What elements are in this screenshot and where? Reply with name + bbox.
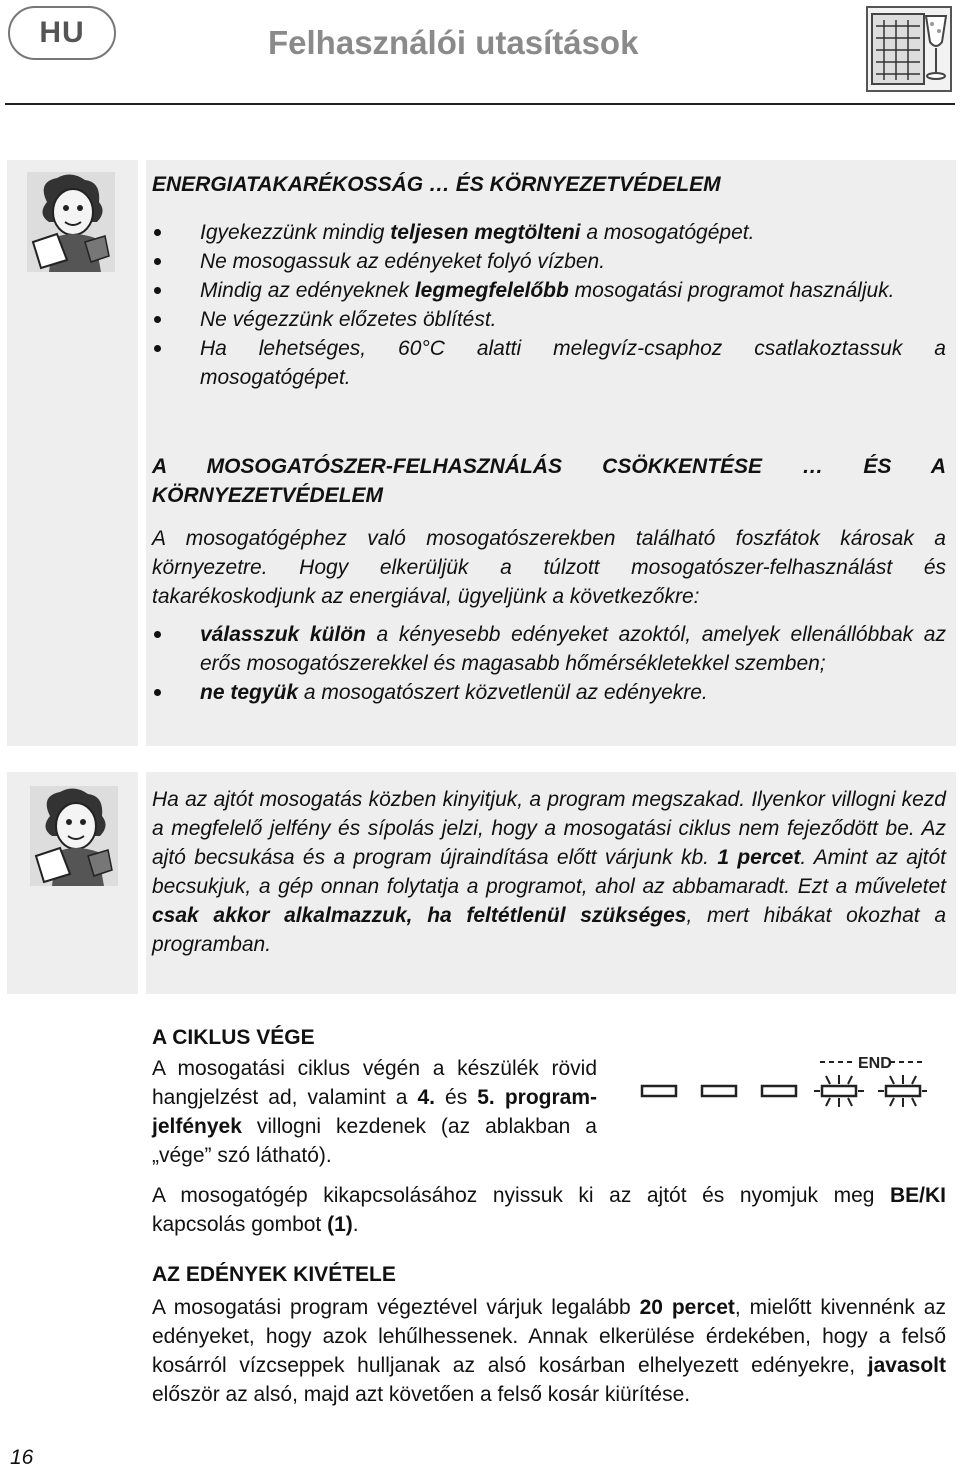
language-badge-label: HU — [39, 16, 85, 49]
mascot-illustration — [30, 786, 118, 886]
program-light-4-blinking — [814, 1075, 864, 1107]
list-item: Ha lehetséges, 60°C alatti melegvíz-csaphoz csatlakoztassuk a mosogatógépet. — [152, 334, 946, 392]
program-light-3 — [762, 1086, 796, 1096]
detergent-tips-list — [152, 620, 946, 707]
section-detergent-title: A MOSOGATÓSZER-FELHASZNÁLÁS CSÖKKENTÉSE … ÉS A KÖRNYEZETVÉDELEM — [152, 455, 946, 507]
list-item: Ne végezzünk előzetes öblítést. — [152, 305, 946, 334]
header-divider — [5, 103, 955, 105]
mascot-illustration — [27, 172, 115, 272]
unload-paragraph: A mosogatási program végeztével várjuk legalább 20 percet, mielőtt kivennénk az edényeket, hogy azok lehűlhessenek. Annak elkerülése érdekében, hogy a felső kosárról vízcseppek hulljanak az alsó kosárban elhelyezett edényekre, javasolt először az alsó, majd azt követően a felső kosár kiürítése. — [152, 1296, 946, 1406]
list-item: Igyekezzünk mindig teljesen megtölteni a mosogatógépet. — [152, 218, 946, 247]
unload-title: AZ EDÉNYEK KIVÉTELE — [152, 1263, 396, 1286]
cycle-end-title: A CIKLUS VÉGE — [152, 1026, 315, 1049]
list-item: Ne mosogassuk az edényeket folyó vízben. — [152, 247, 946, 276]
door-open-note: Ha az ajtót mosogatás közben kinyitjuk, a program megszakad. Ilyenkor villogni kezd a megfelelő jelfény és sípolás jelzi, hogy a mosogatási ciklus nem fejeződött be. Az ajtó becsukása és a program újraindítása előtt várjunk kb. 1 percet. Amint az ajtót becsukjuk, a gép onnan folytatja a programot, ahol az abbamaradt. Ezt a műveletet csak akkor alkalmazzuk, ha feltétlenül szükséges, mert hibákat okozhat a programban. — [152, 788, 946, 956]
list-item: Mindig az edényeknek legmegfelelőbb mosogatási programot használjuk. — [152, 276, 946, 305]
language-badge — [8, 6, 116, 60]
detergent-paragraph: A mosogatógéphez való mosogatószerekben található foszfátok károsak a környezetre. Hogy elkerüljük a túlzott mosogatószer-felhasználást és takarékoskodjunk az energiával, ügyeljünk a következőkre: — [152, 527, 946, 608]
end-display-label: END — [858, 1055, 892, 1072]
page-number: 16 — [10, 1446, 34, 1469]
program-light-5-blinking — [878, 1075, 927, 1107]
document-title: Felhasználói utasítások — [268, 24, 639, 61]
dishwasher-glass-icon — [866, 6, 952, 92]
section-energy-title: ENERGIATAKARÉKOSSÁG … ÉS KÖRNYEZETVÉDELEM — [152, 173, 721, 196]
list-item: válasszuk külön a kényesebb edényeket azoktól, amelyek ellenállóbbak az erős mosogatószerekkel és magasabb hőmérsékletekkel szemben; — [152, 620, 946, 678]
list-item: ne tegyük a mosogatószert közvetlenül az edényekre. — [152, 678, 946, 707]
program-light-2 — [702, 1086, 736, 1096]
energy-tips-list — [152, 218, 946, 392]
cycle-end-paragraph: A mosogatási ciklus végén a készülék rövid hangjelzést ad, valamint a 4. és 5. program-jelfények villogni kezdenek (az ablakban a „vége” szó látható). — [152, 1057, 597, 1167]
power-off-paragraph: A mosogatógép kikapcsolásához nyissuk ki az ajtót és nyomjuk meg BE/KI kapcsolás gombot (1). — [152, 1184, 946, 1236]
program-light-1 — [642, 1086, 676, 1096]
end-indicator-figure — [636, 1046, 928, 1118]
